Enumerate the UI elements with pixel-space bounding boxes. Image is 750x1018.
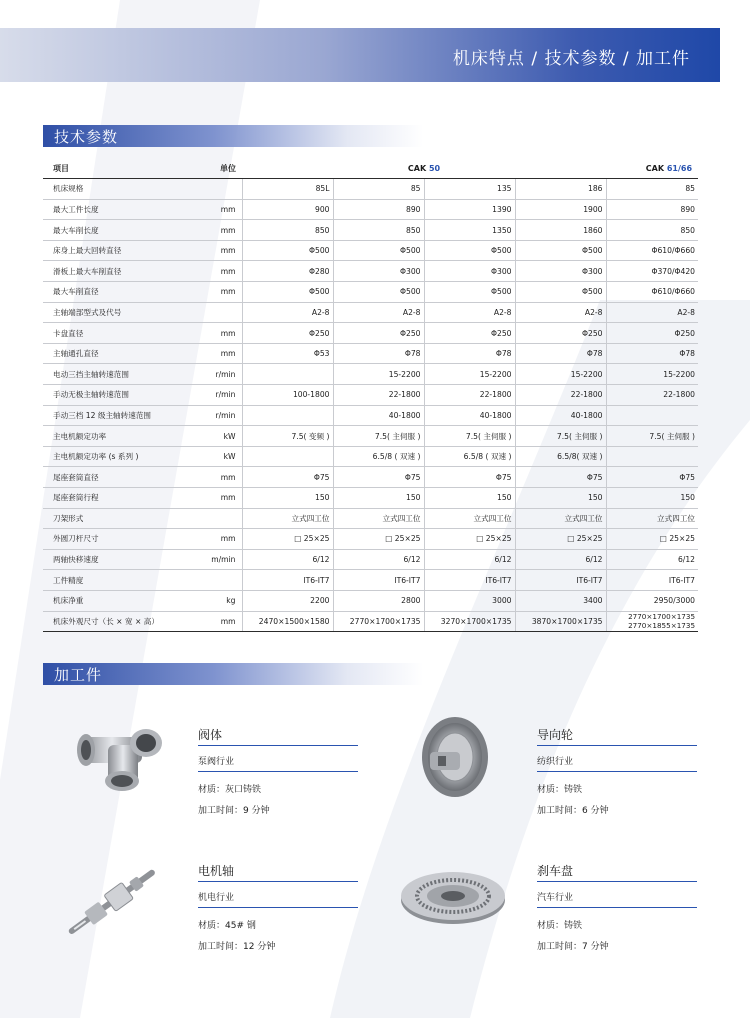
row-value: 6/12 [606, 549, 698, 570]
row-item-label: 手动三档 12 级主轴转速范围 [43, 405, 183, 426]
row-value: 6/12 [515, 549, 606, 570]
parts-section-title [43, 663, 423, 685]
row-unit: mm [183, 240, 242, 261]
row-value: 立式四工位 [606, 508, 698, 529]
row-value: Φ250 [333, 323, 424, 344]
row-value: 40-1800 [515, 405, 606, 426]
row-value: □ 25×25 [424, 529, 515, 550]
row-item-label: 电动三挡主轴转速范围 [43, 364, 183, 385]
row-unit: kW [183, 426, 242, 447]
table-row [43, 467, 698, 488]
row-value: 7.5( 主伺服 ) [424, 426, 515, 447]
part-material: 材质：铸铁 [537, 921, 583, 931]
part-time: 加工时间：6 分钟 [537, 806, 609, 816]
row-item-label: 刀架形式 [43, 508, 183, 529]
row-unit: mm [183, 199, 242, 220]
row-value: 15-2200 [424, 364, 515, 385]
row-item-label: 手动无极主轴转速范围 [43, 385, 183, 406]
header-item: 项目 [43, 158, 183, 179]
row-value: 100-1800 [242, 385, 333, 406]
row-value: □ 25×25 [606, 529, 698, 550]
row-value: 85 [606, 179, 698, 200]
row-value [242, 446, 333, 467]
row-value: Φ78 [333, 343, 424, 364]
row-value: 6.5/8( 双速 ) [515, 446, 606, 467]
spec-section-title [43, 125, 423, 147]
row-value: 850 [242, 220, 333, 241]
row-value: 7.5( 主伺服 ) [606, 426, 698, 447]
row-value: Φ610/Φ660 [606, 282, 698, 303]
table-row [43, 529, 698, 550]
row-value: 890 [333, 199, 424, 220]
row-value: 3000 [424, 590, 515, 611]
row-item-label: 机床净重 [43, 590, 183, 611]
row-value: 900 [242, 199, 333, 220]
row-value: Φ500 [242, 282, 333, 303]
table-row [43, 590, 698, 611]
table-row [43, 446, 698, 467]
row-value [606, 611, 698, 632]
table-row [43, 282, 698, 303]
table-row [43, 488, 698, 509]
part-material: 材质：灰口铸铁 [198, 785, 262, 795]
table-row [43, 179, 698, 200]
row-value: IT6-IT7 [424, 570, 515, 591]
row-value-line: 2770×1855×1735 [628, 621, 696, 631]
spec-section-title-text: 技术参数 [54, 128, 119, 146]
row-value: Φ500 [333, 282, 424, 303]
row-value: 7.5( 主伺服 ) [333, 426, 424, 447]
row-value: 6/12 [424, 549, 515, 570]
row-value: 85 [333, 179, 424, 200]
row-value: Φ370/Φ420 [606, 261, 698, 282]
row-unit: mm [183, 282, 242, 303]
row-item-label: 主轴端部型式及代号 [43, 302, 183, 323]
row-item-label: 最大工件长度 [43, 199, 183, 220]
row-value-line: 2770×1700×1735 [628, 612, 696, 622]
header-model-cak6166: CAK 61/66 [606, 158, 698, 179]
table-row [43, 323, 698, 344]
row-unit: m/min [183, 549, 242, 570]
row-value: 15-2200 [515, 364, 606, 385]
part-time: 加工时间：9 分钟 [198, 806, 270, 816]
table-row [43, 508, 698, 529]
row-value: Φ75 [515, 467, 606, 488]
row-item-label: 工件精度 [43, 570, 183, 591]
row-value [242, 364, 333, 385]
row-unit: mm [183, 488, 242, 509]
row-item-label: 尾座套筒直径 [43, 467, 183, 488]
part-time: 加工时间：7 分钟 [537, 942, 609, 952]
part-name: 导向轮 [537, 726, 697, 746]
row-value: 150 [515, 488, 606, 509]
part-name: 阀体 [198, 726, 358, 746]
row-value: 150 [606, 488, 698, 509]
row-value [606, 446, 698, 467]
row-value: 22-1800 [424, 385, 515, 406]
row-value: Φ75 [333, 467, 424, 488]
row-value: □ 25×25 [242, 529, 333, 550]
row-value: 3270×1700×1735 [424, 611, 515, 632]
row-value: 2770×1700×1735 [333, 611, 424, 632]
table-row [43, 611, 698, 632]
part-industry: 机电行业 [198, 882, 358, 908]
row-value: A2-8 [515, 302, 606, 323]
row-value: Φ250 [515, 323, 606, 344]
row-unit: r/min [183, 364, 242, 385]
row-value: 立式四工位 [333, 508, 424, 529]
row-value: 1390 [424, 199, 515, 220]
part-industry: 纺织行业 [537, 746, 697, 772]
part-industry: 汽车行业 [537, 882, 697, 908]
row-value: 40-1800 [424, 405, 515, 426]
row-value: 6/12 [333, 549, 424, 570]
row-value: Φ78 [424, 343, 515, 364]
part-material: 材质：铸铁 [537, 785, 583, 795]
part-guide-wheel [537, 726, 697, 816]
row-value: 22-1800 [515, 385, 606, 406]
row-value [606, 405, 698, 426]
row-value: Φ500 [424, 282, 515, 303]
row-value: Φ500 [515, 282, 606, 303]
row-value: 2800 [333, 590, 424, 611]
row-value [242, 405, 333, 426]
row-value: Φ280 [242, 261, 333, 282]
row-value: Φ500 [333, 240, 424, 261]
row-unit [183, 508, 242, 529]
row-value: Φ250 [242, 323, 333, 344]
row-value: 7.5( 主伺服 ) [515, 426, 606, 447]
table-row [43, 343, 698, 364]
row-item-label: 两轴快移速度 [43, 549, 183, 570]
row-unit: mm [183, 529, 242, 550]
row-value: 2200 [242, 590, 333, 611]
row-item-label: 尾座套筒行程 [43, 488, 183, 509]
row-unit: r/min [183, 405, 242, 426]
row-unit [183, 302, 242, 323]
row-value: 135 [424, 179, 515, 200]
row-item-label: 主电机额定功率 [43, 426, 183, 447]
row-value: IT6-IT7 [242, 570, 333, 591]
part-name: 电机轴 [198, 862, 358, 882]
row-value: Φ75 [606, 467, 698, 488]
row-item-label: 卡盘直径 [43, 323, 183, 344]
row-value: 2470×1500×1580 [242, 611, 333, 632]
row-unit: kW [183, 446, 242, 467]
table-row [43, 240, 698, 261]
row-item-label: 外圆刀杆尺寸 [43, 529, 183, 550]
motor-shaft-image [60, 858, 165, 948]
row-value: Φ250 [606, 323, 698, 344]
row-value: 85L [242, 179, 333, 200]
row-item-label: 机床规格 [43, 179, 183, 200]
row-value: 6/12 [242, 549, 333, 570]
table-row [43, 385, 698, 406]
valve-body-image [70, 715, 170, 795]
row-value: 150 [333, 488, 424, 509]
row-value: 150 [424, 488, 515, 509]
table-row [43, 570, 698, 591]
row-value: Φ250 [424, 323, 515, 344]
header-model-cak50: CAK 50 [242, 158, 606, 179]
table-row [43, 549, 698, 570]
row-item-label: 机床外观尺寸（长 × 宽 × 高） [43, 611, 183, 632]
row-item-label: 最大车削直径 [43, 282, 183, 303]
row-value: A2-8 [424, 302, 515, 323]
row-value: Φ500 [242, 240, 333, 261]
row-value: 186 [515, 179, 606, 200]
part-name: 刹车盘 [537, 862, 697, 882]
table-row [43, 220, 698, 241]
row-unit: kg [183, 590, 242, 611]
row-value: 1900 [515, 199, 606, 220]
row-value: Φ300 [333, 261, 424, 282]
row-value: 3400 [515, 590, 606, 611]
row-value: A2-8 [242, 302, 333, 323]
row-value: A2-8 [333, 302, 424, 323]
spec-table [43, 158, 698, 632]
part-motor-shaft [198, 862, 358, 952]
guide-wheel-image [410, 712, 500, 802]
row-value: Φ78 [515, 343, 606, 364]
row-unit [183, 570, 242, 591]
row-value: 40-1800 [333, 405, 424, 426]
row-value: 3870×1700×1735 [515, 611, 606, 632]
table-row [43, 199, 698, 220]
row-value: IT6-IT7 [333, 570, 424, 591]
row-value: 1860 [515, 220, 606, 241]
row-value: 890 [606, 199, 698, 220]
row-value: 850 [606, 220, 698, 241]
part-time: 加工时间：12 分钟 [198, 942, 276, 952]
row-unit: mm [183, 261, 242, 282]
row-value: 立式四工位 [242, 508, 333, 529]
row-value: 150 [242, 488, 333, 509]
row-unit: mm [183, 343, 242, 364]
row-value: Φ300 [424, 261, 515, 282]
brake-disc-image [398, 868, 508, 928]
row-item-label: 主电机额定功率 (s 系列 ) [43, 446, 183, 467]
row-value: 22-1800 [333, 385, 424, 406]
row-unit: r/min [183, 385, 242, 406]
header-title: 机床特点 / 技术参数 / 加工件 [452, 49, 690, 69]
table-row [43, 405, 698, 426]
row-value: □ 25×25 [515, 529, 606, 550]
row-value: Φ78 [606, 343, 698, 364]
row-unit: mm [183, 611, 242, 632]
row-value: 6.5/8 ( 双速 ) [333, 446, 424, 467]
row-value: 850 [333, 220, 424, 241]
row-value: 22-1800 [606, 385, 698, 406]
part-industry: 泵阀行业 [198, 746, 358, 772]
row-unit [183, 179, 242, 200]
part-valve-body [198, 726, 358, 816]
row-value: Φ53 [242, 343, 333, 364]
row-value: 15-2200 [333, 364, 424, 385]
row-value: 6.5/8 ( 双速 ) [424, 446, 515, 467]
row-unit: mm [183, 467, 242, 488]
part-brake-disc [537, 862, 697, 952]
row-value: 15-2200 [606, 364, 698, 385]
row-value: Φ75 [242, 467, 333, 488]
row-value: 1350 [424, 220, 515, 241]
row-value: Φ500 [515, 240, 606, 261]
parts-section-title-text: 加工件 [54, 666, 103, 684]
row-value: 立式四工位 [515, 508, 606, 529]
row-item-label: 最大车削长度 [43, 220, 183, 241]
row-value: 7.5( 变频 ) [242, 426, 333, 447]
row-value: IT6-IT7 [515, 570, 606, 591]
row-value: Φ500 [424, 240, 515, 261]
row-value: Φ610/Φ660 [606, 240, 698, 261]
row-unit: mm [183, 323, 242, 344]
row-value: Φ75 [424, 467, 515, 488]
row-item-label: 主轴通孔直径 [43, 343, 183, 364]
row-value: 立式四工位 [424, 508, 515, 529]
row-value: □ 25×25 [333, 529, 424, 550]
table-header-row [43, 158, 698, 179]
row-value: A2-8 [606, 302, 698, 323]
row-item-label: 滑板上最大车削直径 [43, 261, 183, 282]
table-row [43, 426, 698, 447]
row-value: IT6-IT7 [606, 570, 698, 591]
header-band [0, 28, 720, 82]
row-unit: mm [183, 220, 242, 241]
row-value: Φ300 [515, 261, 606, 282]
row-item-label: 床身上最大回转直径 [43, 240, 183, 261]
table-row [43, 364, 698, 385]
table-row [43, 261, 698, 282]
row-value: 2950/3000 [606, 590, 698, 611]
part-material: 材质：45# 钢 [198, 921, 256, 931]
header-unit: 单位 [183, 158, 242, 179]
table-row [43, 302, 698, 323]
